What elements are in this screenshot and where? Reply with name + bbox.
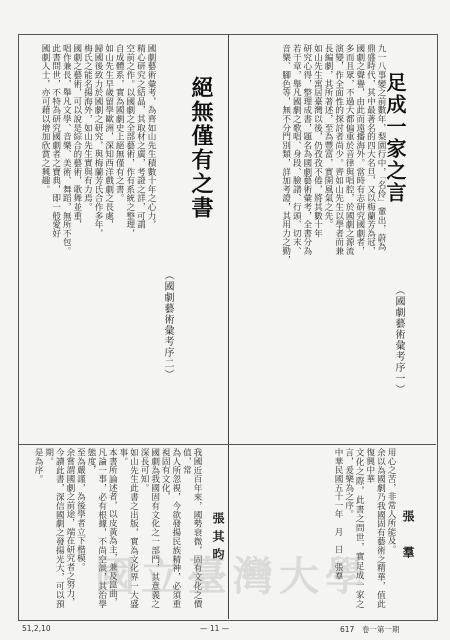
- left-article-author: 張其昀: [211, 512, 225, 566]
- text-line: 我國近百年來，國勢衰微，固有文化之價值，常: [181, 448, 202, 608]
- text-line: 多而且眾，不過大都偏重於音律與唱腔，於國劇之源流: [344, 44, 355, 256]
- text-line: 此書問世，不特為研究國劇者之寶典，即一般愛好: [50, 44, 61, 238]
- text-line: 國劇為我國固有文化之一部門，其意義之深長可知。: [139, 448, 160, 608]
- text-line: 國劇之聲譽，由此而遠播海外。當時有志研究國劇者，: [354, 44, 365, 256]
- text-line: 本書所論述者，以皮黃為主，兼及崑曲，: [107, 448, 118, 607]
- text-line: 凡論一事，必有根據，不尚空談，其治學態度，: [86, 448, 107, 608]
- text-line: 長編劇，其所著述，至為豐富，實開風氣之先。: [323, 44, 334, 229]
- text-line: 是為序。: [33, 448, 44, 484]
- text-line: 用心之苦，非常人所能及。: [386, 448, 396, 554]
- text-line: 鼎盛時代，其中最著名的四大名旦，又以梅蘭芳為冠，: [365, 44, 376, 256]
- text-line: 研究心得，整理成書，題名為國劇藝術彙考，全書分為: [301, 44, 312, 256]
- text-line: 國劇藝術彙考，為齊如山先生積數十年之心力，: [146, 44, 156, 229]
- text-line: 空前之作。以國劇之全部藝術，作有系統之整理，: [124, 44, 135, 238]
- left-article-body-upper: [30, 44, 156, 440]
- lower-divider: [18, 444, 230, 445]
- text-line: 文化之際，此書之問世，實足成一家之言，爰樂為之序。: [343, 448, 365, 608]
- text-line: 國劇人士，亦可藉以增加欣賞之興趣。: [40, 44, 51, 194]
- left-article-title: 絕無僅有之書: [188, 76, 214, 220]
- text-line: 九一八事變之前數年，梨園行中，「名伶」輩出，蔚為: [376, 44, 386, 251]
- text-line: 梅氏之能名揚海外，如山先生實與有力焉。: [82, 44, 93, 212]
- text-line: 至為嚴謹，為後學者立下楷模。: [75, 448, 86, 572]
- text-line: 余嘗謂國劇之前途，端在研究者之努力，: [64, 448, 75, 607]
- footer-left: 51,2,10: [22, 624, 51, 633]
- right-article-body: [236, 44, 386, 440]
- text-line: 今讀此書，深信國劇之發揚光大，可以預期。: [43, 448, 65, 608]
- library-watermark: 國立臺灣大學: [95, 553, 371, 600]
- text-line: 精心研究之結晶，其取材之廣，考證之詳，可謂: [135, 44, 146, 229]
- left-article-subtitle: （國劇藝術彙考序二）: [162, 270, 173, 380]
- text-line: 如山先生此書之出版，實為文化界一大盛事。: [117, 448, 139, 608]
- page-number: — 11 —: [200, 624, 230, 633]
- text-line: 如山先生早歲留學歐洲，深知西洋戲劇之長處，: [103, 44, 114, 229]
- section-divider: [230, 34, 436, 35]
- text-line: 為人所忽視，今欲發揚民族精神，必須重視固有文化，: [160, 448, 181, 608]
- text-line: 歸國後致力於國劇之研究，與梅蘭芳氏合作多年，: [93, 44, 104, 238]
- text-line: 唱作兼長，舉凡文學、音樂、美術、舞蹈，無所不包。: [61, 44, 72, 256]
- lower-divider-right: [230, 444, 436, 445]
- column-divider: [228, 34, 229, 619]
- right-article-title: 足成一家之言: [383, 72, 407, 204]
- right-article-subtitle: （國劇藝術彙考序一）: [393, 285, 404, 395]
- text-line: 中華民國五十一年 月 日 張羣: [333, 448, 344, 580]
- text-line: 音樂、腳色等，無不分門別類，詳加考證，其用力之勤，: [280, 44, 291, 264]
- text-line: 余以為國劇乃我國固有藝術之精華，值此復興中華: [364, 448, 386, 608]
- right-article-author: 張 羣: [401, 510, 415, 564]
- text-line: 若干章，舉凡國劇之歌唱、身段、臉譜、行頭、切末、: [291, 44, 302, 256]
- text-line: 如山先生寓居臺灣以後，仍孜孜不倦，將其數十年: [312, 44, 323, 238]
- text-line: 演變，作全面性的探討者尚少。齊如山先生以學者而兼: [333, 44, 344, 256]
- text-line: 國劇之藝術，可以說是綜合的藝術，歌舞並重，: [71, 44, 82, 229]
- text-line: 自成體系，實為國劇史上絕無僅有之書。: [114, 44, 125, 203]
- footer-right: 617 卷一第一期: [340, 625, 400, 634]
